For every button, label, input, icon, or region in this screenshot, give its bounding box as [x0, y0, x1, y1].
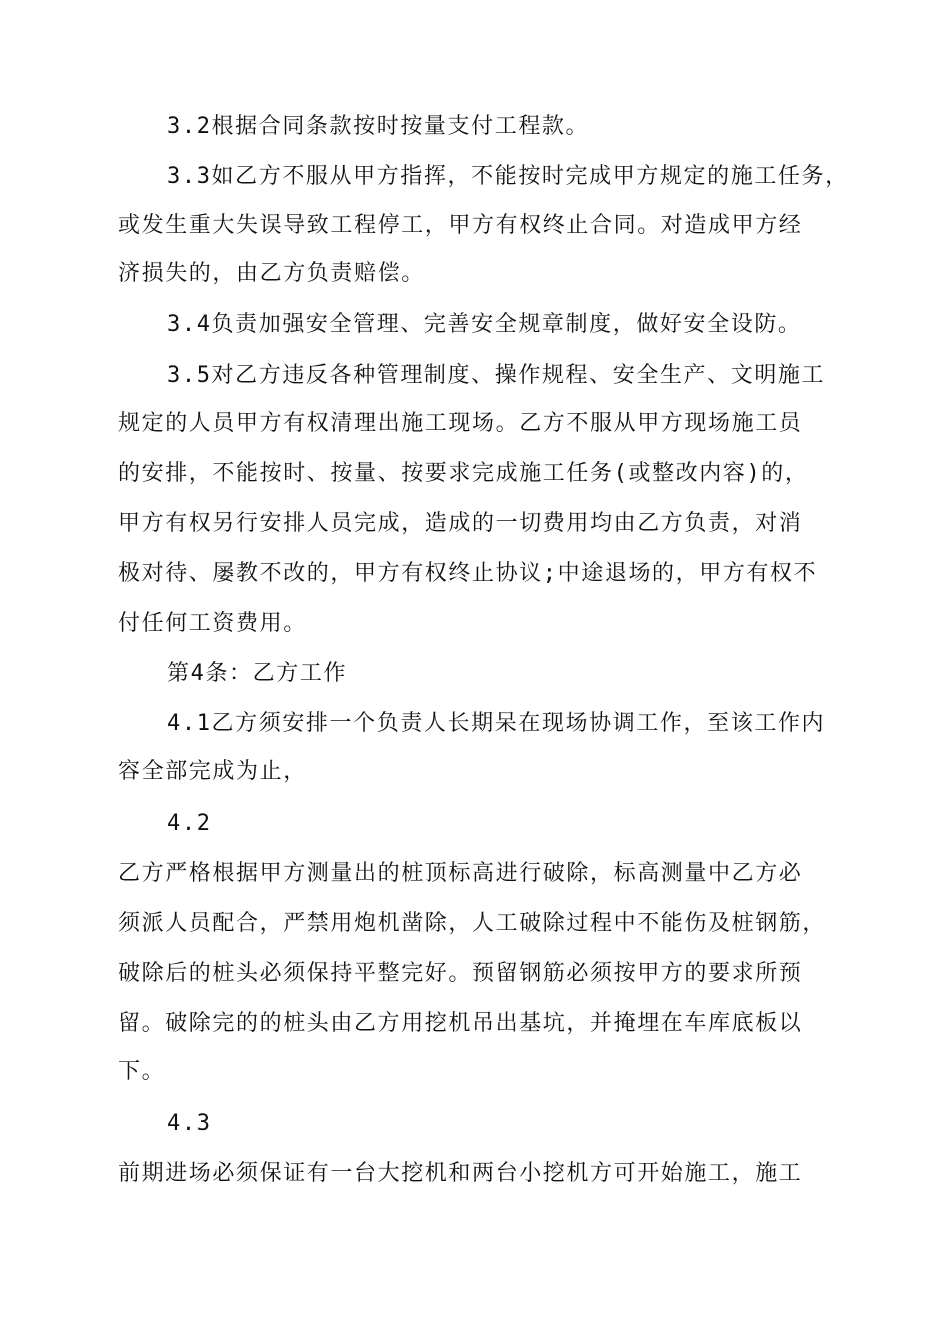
clause-3-2: 3.2根据合同条款按时按量支付工程款。: [167, 114, 590, 139]
clause-4-2-line-3: 破除后的桩头必须保持平整完好。预留钢筋必须按甲方的要求所预: [118, 961, 803, 986]
clause-4-3-line-1: 前期进场必须保证有一台大挖机和两台小挖机方可开始施工，施工: [118, 1161, 803, 1186]
clause-3-5-line-4: 甲方有权另行安排人员完成，造成的一切费用均由乙方负责，对消: [118, 511, 803, 536]
clause-3-4: 3.4负责加强安全管理、完善安全规章制度，做好安全设防。: [167, 312, 802, 337]
clause-4-3-number: 4.3: [167, 1111, 212, 1136]
clause-4-1-line-1: 4.1乙方须安排一个负责人长期呆在现场协调工作，至该工作内: [167, 711, 826, 736]
clause-4-2-line-4: 留。破除完的的桩头由乙方用挖机吊出基坑，并掩埋在车库底板以: [118, 1011, 803, 1036]
clause-4-2-line-5: 下。: [118, 1059, 166, 1084]
clause-3-3-line-3: 济损失的，由乙方负责赔偿。: [118, 261, 425, 286]
clause-3-5-line-5: 极对待、屡教不改的，甲方有权终止协议;中途退场的，甲方有权不: [118, 561, 818, 586]
clause-3-5-line-6: 付任何工资费用。: [118, 611, 307, 636]
clause-4-2-line-1: 乙方严格根据甲方测量出的桩顶标高进行破除，标高测量中乙方必: [118, 861, 803, 886]
clause-4-2-number: 4.2: [167, 811, 212, 836]
clause-3-3-line-1: 3.3如乙方不服从甲方指挥，不能按时完成甲方规定的施工任务，: [167, 164, 849, 189]
section-heading-4: 第4条：乙方工作: [167, 661, 348, 686]
clause-3-5-line-1: 3.5对乙方违反各种管理制度、操作规程、安全生产、文明施工: [167, 363, 826, 388]
clause-3-5-line-3: 的安排，不能按时、按量、按要求完成施工任务(或整改内容)的，: [118, 461, 809, 486]
clause-4-1-line-2: 容全部完成为止，: [118, 759, 307, 784]
clause-3-3-line-2: 或发生重大失误导致工程停工，甲方有权终止合同。对造成甲方经: [118, 213, 803, 238]
clause-4-2-line-2: 须派人员配合，严禁用炮机凿除，人工破除过程中不能伤及桩钢筋，: [118, 911, 827, 936]
clause-3-5-line-2: 规定的人员甲方有权清理出施工现场。乙方不服从甲方现场施工员: [118, 411, 803, 436]
